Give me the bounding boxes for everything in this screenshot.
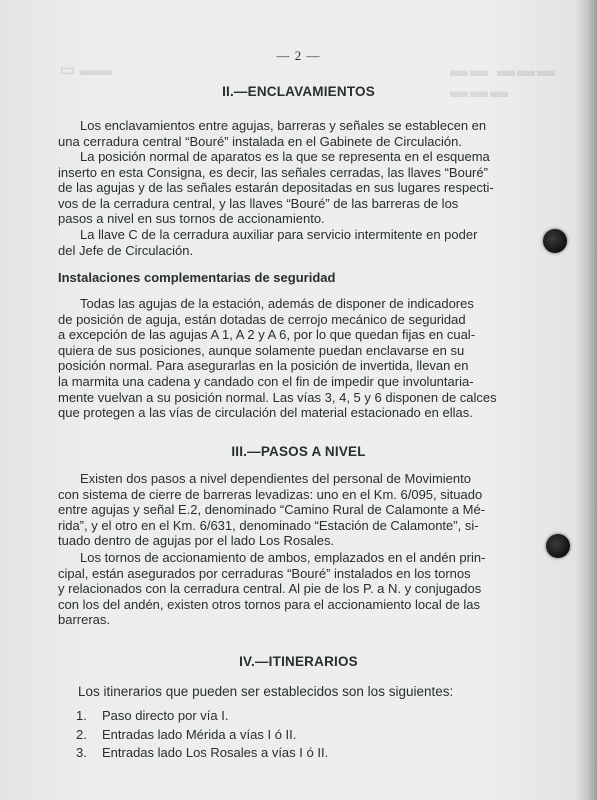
text-line: Los enclavamientos entre agujas, barreras y señales se establecen en bbox=[80, 118, 487, 133]
text-line: barreras. bbox=[58, 612, 111, 628]
text-line: Existen dos pasos a nivel dependientes del personal de Movimiento bbox=[80, 471, 471, 486]
text-line: con los del andén, existen otros tornos para el accionamiento local de las bbox=[58, 596, 481, 612]
section-heading-enclavamientos: II.—ENCLAVAMIENTOS bbox=[222, 84, 375, 99]
text-line: La posición normal de aparatos es la que se representa en el esquema bbox=[80, 149, 490, 164]
section-heading-pasos-a-nivel: III.—PASOS A NIVEL bbox=[231, 444, 366, 459]
text-line: posición normal. Para asegurarlas en la posición de invertida, llevan en bbox=[58, 358, 469, 374]
text-line: pasos a nivel en sus tornos de accionamiento. bbox=[58, 211, 325, 227]
text-line: una cerradura central “Bouré” instalada en el Gabinete de Circulación. bbox=[58, 133, 462, 149]
text-line: la marmita una cadena y candado con el fin de impedir que involuntaria- bbox=[58, 373, 474, 389]
bleed-through-mark: ▬▬ ▬▬▬ ▬▬▬ bbox=[450, 60, 558, 101]
binder-hole bbox=[546, 534, 570, 558]
text-line: rida”, y el otro en el Km. 6/631, denominado “Estación de Calamonte”, si- bbox=[58, 517, 479, 533]
text-line: del Jefe de Circulación. bbox=[58, 242, 194, 258]
section-heading-itinerarios: IV.—ITINERARIOS bbox=[239, 654, 358, 669]
text-line: cipal, están asegurados por cerraduras “Bouré” instalados en los tornos bbox=[58, 565, 471, 581]
page-number: — 2 — bbox=[276, 48, 321, 63]
text-line: quiera de sus posiciones, aunque solamente puedan enclavarse en su bbox=[58, 342, 465, 358]
text-line: La llave C de la cerradura auxiliar para servicio intermitente en poder bbox=[80, 227, 478, 242]
list-item: 3. Entradas lado Los Rosales a vías I ó II. bbox=[76, 745, 329, 760]
text-line: de posición de aguja, están dotadas de cerrojo mecánico de seguridad bbox=[58, 311, 466, 327]
paragraph bbox=[58, 296, 550, 421]
text-line: tuado dentro de agujas por el lado Los Rosales. bbox=[58, 533, 335, 549]
text-line: y relacionados con la cerradura central. Al pie de los P. a N. y conjugados bbox=[58, 581, 482, 597]
text-line: Los itinerarios que pueden ser establecidos son los siguientes: bbox=[78, 684, 454, 699]
paragraph bbox=[58, 550, 550, 628]
paragraph bbox=[58, 227, 550, 258]
binder-hole bbox=[543, 229, 567, 253]
text-line: mente vuelvan a su posición normal. Las vías 3, 4, 5 y 6 disponen de calces bbox=[58, 389, 497, 405]
text-line: de las agujas y de las señales estarán depositadas en sus lugares respecti- bbox=[58, 180, 494, 196]
list-item: 2. Entradas lado Mérida a vías I ó II. bbox=[76, 726, 297, 742]
text-line: Los tornos de accionamiento de ambos, emplazados en el andén prin- bbox=[80, 550, 486, 565]
itinerary-list bbox=[76, 707, 328, 763]
bleed-through-mark: ▭ ▬▬ bbox=[60, 62, 112, 79]
paragraph bbox=[58, 149, 550, 227]
paragraph bbox=[58, 471, 550, 549]
text-line: a excepción de las agujas A 1, A 2 y A 6, por lo que quedan fijas en cual- bbox=[58, 327, 476, 343]
text-line: inserto en esta Consigna, es decir, las señales cerradas, las llaves “Bouré” bbox=[58, 164, 488, 180]
text-line: Todas las agujas de la estación, además de disponer de indicadores bbox=[80, 296, 474, 311]
list-item: 1. Paso directo por vía I. bbox=[76, 708, 229, 723]
subsection-heading: Instalaciones complementarias de seguridad bbox=[58, 270, 336, 285]
page-spine-shadow bbox=[575, 0, 597, 800]
text-line: vos de la cerradura central, y las llaves “Bouré” de las barreras de los bbox=[58, 195, 459, 211]
paragraph bbox=[58, 118, 550, 149]
text-line: que protegen a las vías de circulación del material estacionado en ellas. bbox=[58, 405, 473, 421]
text-line: con sistema de cierre de barreras levadizas: uno en el Km. 6/095, situado bbox=[58, 486, 483, 502]
paragraph-intro bbox=[58, 684, 550, 700]
text-line: entre agujas y señal E.2, denominado “Camino Rural de Calamonte a Mé- bbox=[58, 502, 486, 518]
